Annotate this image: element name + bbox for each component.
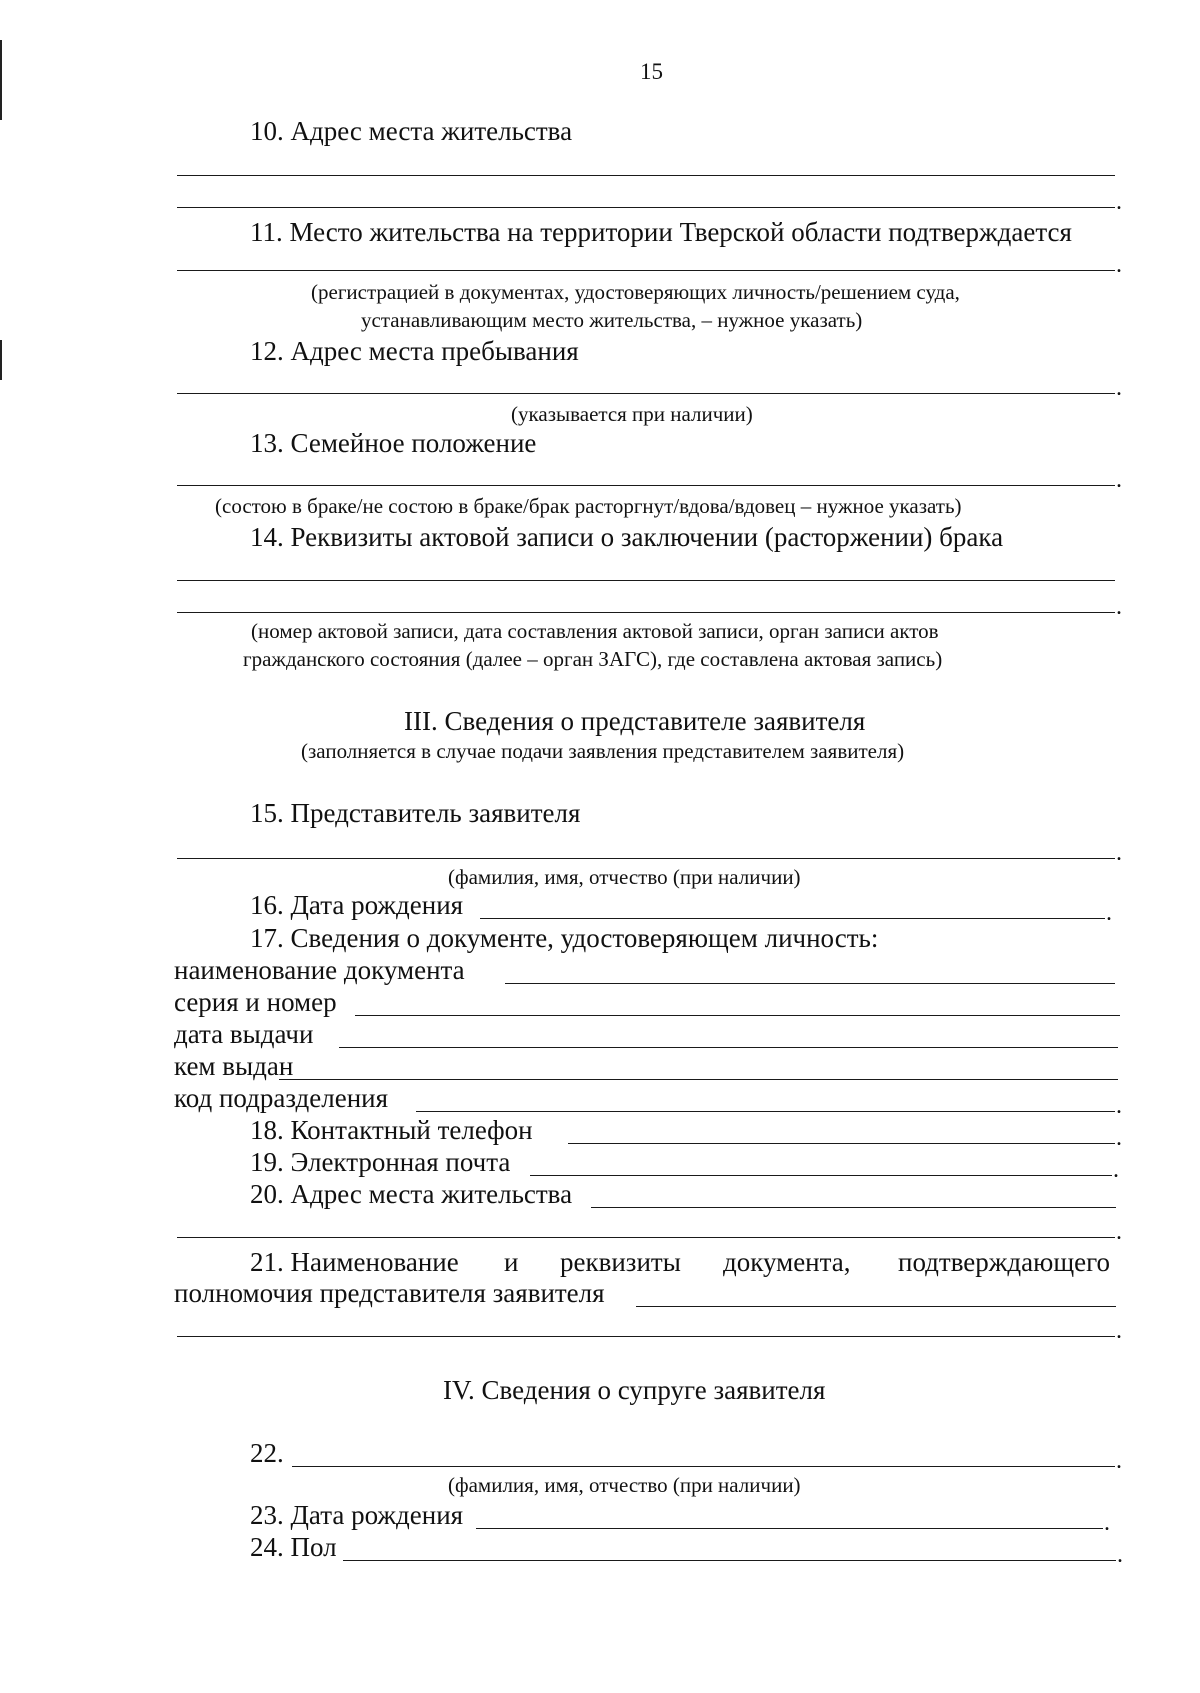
spouse-birth-date-line[interactable] xyxy=(476,1528,1103,1529)
item-14-note: гражданского состояния (далее – орган ЗАГС), где составлена актовая запись) xyxy=(243,647,943,671)
birth-date-line[interactable] xyxy=(480,918,1105,919)
fio-note: (фамилия, имя, отчество (при наличии) xyxy=(448,1473,801,1497)
fill-line[interactable] xyxy=(177,580,1115,581)
item-21-word: документа, xyxy=(723,1247,851,1277)
period-mark: . xyxy=(1116,467,1122,493)
scan-edge-mark xyxy=(0,40,2,120)
item-20-label: 20. Адрес места жительства xyxy=(250,1179,573,1209)
item-21-word: и xyxy=(504,1247,519,1277)
item-21-word: 21. Наименование xyxy=(250,1247,459,1277)
fill-line[interactable] xyxy=(177,1336,1115,1337)
division-code-line[interactable] xyxy=(416,1111,1115,1112)
issue-date-line[interactable] xyxy=(339,1047,1118,1048)
period-mark: . xyxy=(1116,840,1122,866)
item-17-label: 17. Сведения о документе, удостоверяющем личность: xyxy=(250,923,879,953)
fill-line[interactable] xyxy=(177,175,1115,176)
series-label: серия и номер xyxy=(174,987,337,1017)
fill-line[interactable] xyxy=(177,612,1115,613)
period-mark: . xyxy=(1104,1510,1110,1536)
item-22-label: 22. xyxy=(250,1438,284,1468)
item-10-label: 10. Адрес места жительства xyxy=(250,116,573,146)
series-line[interactable] xyxy=(355,1015,1120,1016)
period-mark: . xyxy=(1116,1093,1122,1119)
period-mark: . xyxy=(1116,252,1122,278)
section-4-title: IV. Сведения о супруге заявителя xyxy=(443,1375,826,1405)
item-21-word: реквизиты xyxy=(560,1247,681,1277)
item-12-label: 12. Адрес места пребывания xyxy=(250,336,579,366)
doc-name-label: наименование документа xyxy=(174,955,465,985)
page-number: 15 xyxy=(640,59,663,84)
period-mark: . xyxy=(1116,189,1122,215)
spouse-sex-line[interactable] xyxy=(343,1560,1116,1561)
fill-line[interactable] xyxy=(177,393,1115,394)
issue-date-label: дата выдачи xyxy=(174,1019,314,1049)
item-14-label: 14. Реквизиты актовой записи о заключении (расторжении) брака xyxy=(250,522,1004,552)
item-21-word: подтверждающего xyxy=(898,1247,1111,1277)
item-21-line2: полномочия представителя заявителя xyxy=(174,1278,605,1308)
doc-name-line[interactable] xyxy=(505,983,1115,984)
period-mark: . xyxy=(1116,1219,1122,1245)
item-16-label: 16. Дата рождения xyxy=(250,890,464,920)
item-13-label: 13. Семейное положение xyxy=(250,428,537,458)
item-11-label: 11. Место жительства на территории Тверской области подтверждается xyxy=(250,217,1072,247)
item-12-note: (указывается при наличии) xyxy=(511,402,753,426)
issued-by-label: кем выдан xyxy=(174,1051,294,1081)
item-14-note: (номер актовой записи, дата составления актовой записи, орган записи актов xyxy=(251,619,939,643)
item-24-label: 24. Пол xyxy=(250,1532,337,1562)
item-15-label: 15. Представитель заявителя xyxy=(250,798,581,828)
fill-line[interactable] xyxy=(177,858,1115,859)
fill-line[interactable] xyxy=(177,1237,1115,1238)
period-mark: . xyxy=(1113,1157,1119,1183)
item-19-label: 19. Электронная почта xyxy=(250,1147,511,1177)
period-mark: . xyxy=(1117,1542,1123,1568)
period-mark: . xyxy=(1116,375,1122,401)
item-18-label: 18. Контактный телефон xyxy=(250,1115,533,1145)
period-mark: . xyxy=(1116,1448,1122,1474)
phone-line[interactable] xyxy=(568,1143,1115,1144)
period-mark: . xyxy=(1106,900,1112,926)
authority-doc-line[interactable] xyxy=(636,1306,1116,1307)
division-code-label: код подразделения xyxy=(174,1083,389,1113)
item-23-label: 23. Дата рождения xyxy=(250,1500,464,1530)
fill-line[interactable] xyxy=(177,207,1115,208)
fill-line[interactable] xyxy=(177,485,1115,486)
fio-note: (фамилия, имя, отчество (при наличии) xyxy=(448,865,801,889)
section-3-title: III. Сведения о представителе заявителя xyxy=(404,706,866,736)
item-13-note: (состою в браке/не состою в браке/брак расторгнут/вдова/вдовец – нужное указать) xyxy=(215,494,962,518)
section-3-subtitle: (заполняется в случае подачи заявления представителем заявителя) xyxy=(301,739,905,763)
spouse-name-line[interactable] xyxy=(292,1466,1115,1467)
item-11-note: (регистрацией в документах, удостоверяющих личность/решением суда, xyxy=(311,280,960,304)
issued-by-line[interactable] xyxy=(279,1079,1118,1080)
scan-edge-mark xyxy=(0,340,2,380)
period-mark: . xyxy=(1116,1125,1122,1151)
email-line[interactable] xyxy=(530,1175,1112,1176)
fill-line[interactable] xyxy=(177,270,1115,271)
period-mark: . xyxy=(1116,1318,1122,1344)
period-mark: . xyxy=(1116,594,1122,620)
item-11-note: устанавливающим место жительства, – нужное указать) xyxy=(361,308,863,332)
rep-address-line[interactable] xyxy=(591,1207,1116,1208)
